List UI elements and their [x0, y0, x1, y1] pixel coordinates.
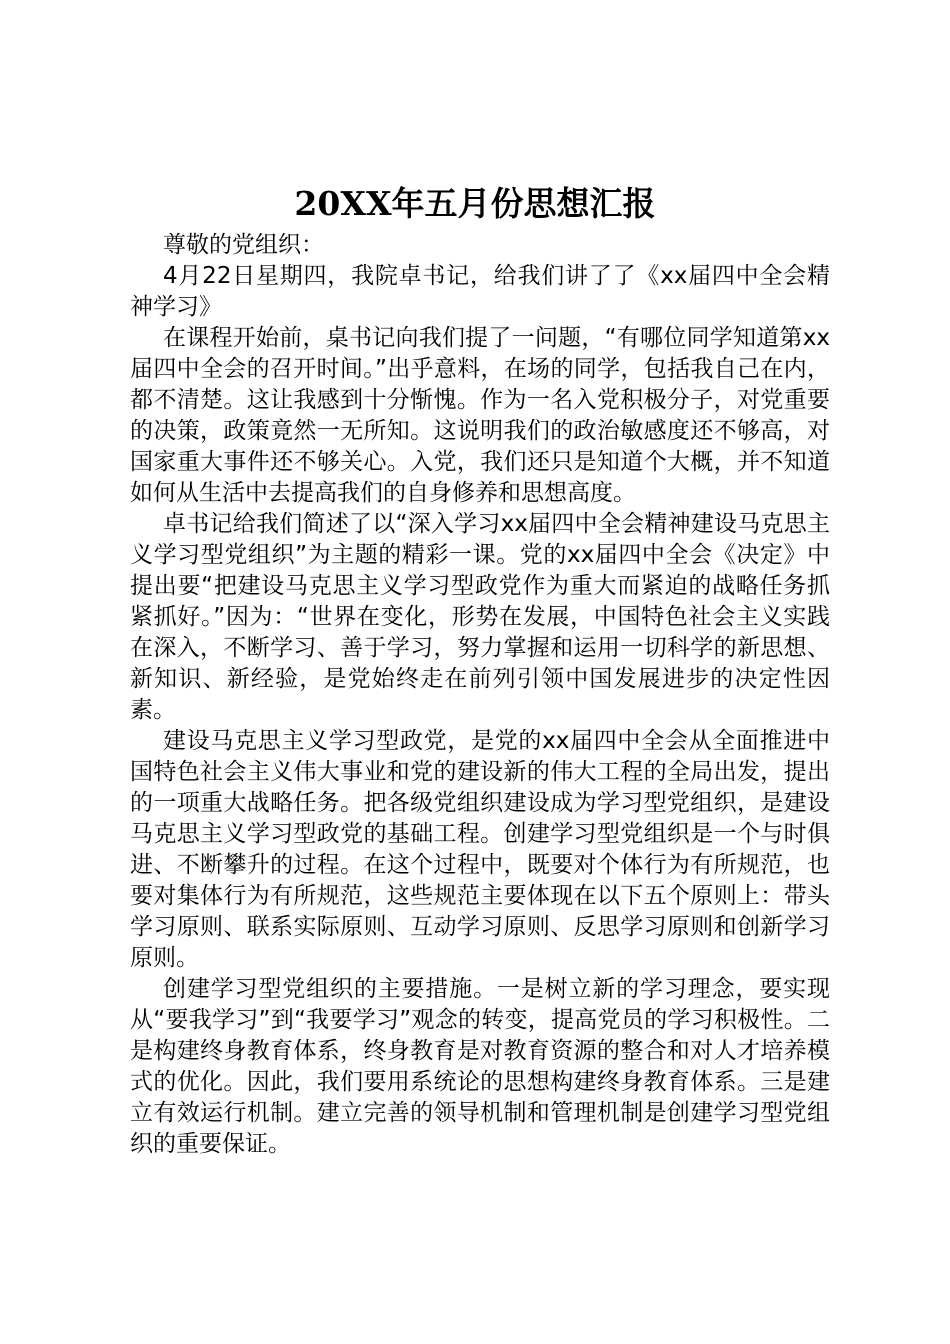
- paragraph-4: 建设马克思主义学习型政党，是党的xx届四中全会从全面推进中国特色社会主义伟大事业和党的建设新的伟大工程的全局出发，提出的一项重大战略任务。把各级党组织建设成为学习型党组织，是建设马克思主义学习型政党的基础工程。创建学习型党组织是一个与时俱进、不断攀升的过程。在这个过程中，既要对个体行为有所规范，也要对集体行为有所规范，这些规范主要体现在以下五个原则上：带头学习原则、联系实际原则、互动学习原则、反思学习原则和创新学习原则。: [130, 728, 830, 971]
- paragraph-3: 卓书记给我们简述了以“深入学习xx届四中全会精神建设马克思主义学习型党组织”为主题的精彩一课。党的xx届四中全会《决定》中提出要“把建设马克思主义学习型政党作为重大而紧迫的战略任务抓紧抓好。”因为：“世界在变化，形势在发展，中国特色社会主义实践在深入，不断学习、善于学习，努力掌握和运用一切科学的新思想、新知识、新经验，是党始终走在前列引领中国发展进步的决定性因素。: [130, 511, 830, 723]
- paragraph-5: 创建学习型党组织的主要措施。一是树立新的学习理念，要实现从“要我学习”到“我要学习”观念的转变，提高党员的学习积极性。二是构建终身教育体系，终身教育是对教育资源的整合和对人才培养模式的优化。因此，我们要用系统论的思想构建终身教育体系。三是建立有效运行机制。建立完善的领导机制和管理机制是创建学习型党组织的重要保证。: [130, 976, 830, 1157]
- document-title: 20XX年五月份思想汇报: [294, 184, 656, 223]
- document-body: [130, 230, 830, 1160]
- salutation: 尊敬的党组织：: [163, 232, 324, 258]
- paragraph-1: 4月22日星期四，我院卓书记，给我们讲了了《xx届四中全会精神学习》: [130, 263, 830, 320]
- paragraph-2: 在课程开始前，桌书记向我们提了一问题，“有哪位同学知道第xx届四中全会的召开时间。”出乎意料，在场的同学，包括我自己在内，都不清楚。这让我感到十分惭愧。作为一名入党积极分子，对党重要的决策，政策竟然一无所知。这说明我们的政治敏感度还不够高，对国家重大事件还不够关心。入党，我们还只是知道个大概，并不知道如何从生活中去提高我们的自身修养和思想高度。: [130, 325, 830, 506]
